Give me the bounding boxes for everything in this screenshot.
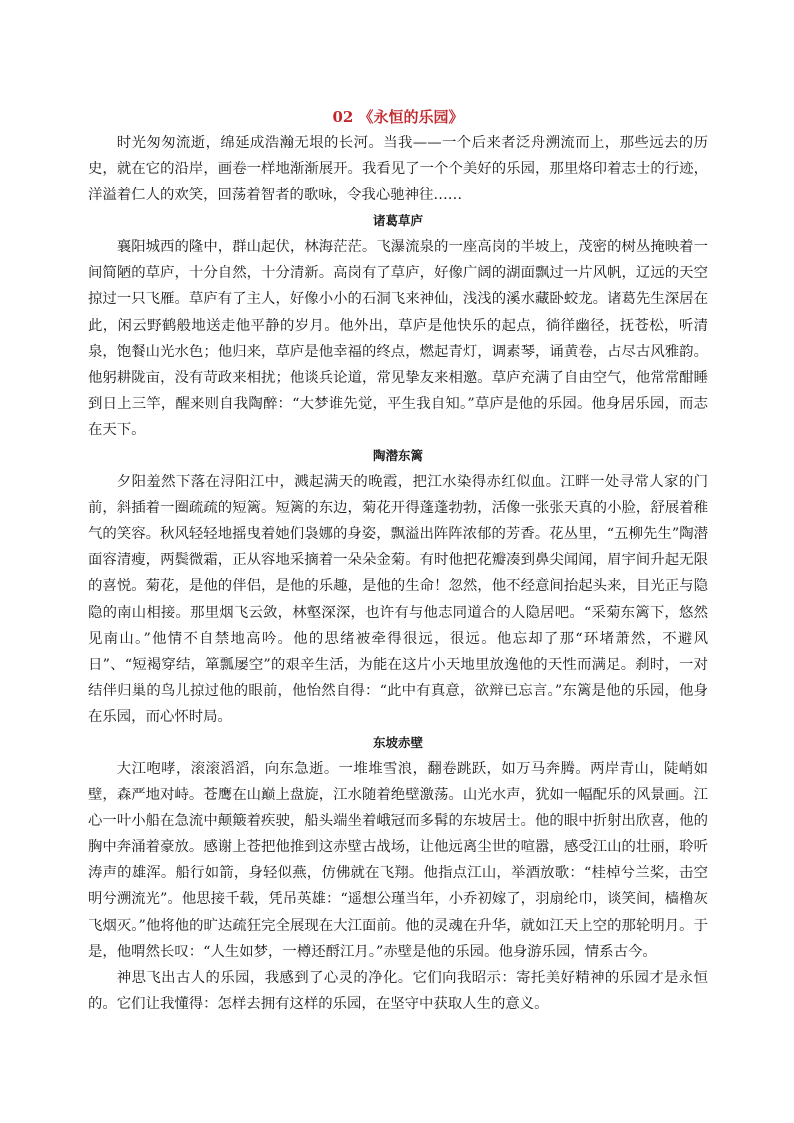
section-heading-zhuge: 诸葛草庐 <box>372 213 423 229</box>
essay-page <box>88 104 708 1017</box>
conclusion-paragraph: 神思飞出古人的乐园，我感到了心灵的净化。它们向我昭示：寄托美好精神的乐园才是永恒的。它们让我懂得：怎样去拥有这样的乐园，在坚守中获取人生的意义。 <box>88 969 708 1012</box>
section-body-taoqian: 夕阳羞然下落在浔阳江中，溅起满天的晚霞，把江水染得赤红似血。江畔一处寻常人家的门前，斜插着一圈疏疏的短篱。短篱的东边，菊花开得蓬蓬勃勃，活像一张张天真的小脸，舒展着稚气的笑容。秋风轻轻地摇曳着她们袅娜的身姿，飘溢出阵阵浓郁的芳香。花丛里，“五柳先生”陶潜面容清瘦，两鬓微霜，正从容地采摘着一朵朵金菊。有时他把花瓣凑到鼻尖闻闻，眉宇间升起无限的喜悦。菊花，是他的伴侣，是他的乐趣，是他的生命！忽然，他不经意间抬起头来，目光正与隐隐的南山相接。那里烟飞云敛，林壑深深，也许有与他志同道合的人隐居吧。“采菊东篱下，悠然见南山。”他情不自禁地高吟。他的思绪被牵得很远，很远。他忘却了那“环堵萧然，不避风日”、“短褐穿结，箪瓢屡空”的艰辛生活，为能在这片小天地里放逸他的天性而满足。刹时，一对结伴归巢的鸟儿掠过他的眼前，他怡然自得：“此中有真意，欲辩已忘言。”东篱是他的乐园，他身在乐园，而心怀时局。 <box>88 474 708 725</box>
essay-title: 02 《永恒的乐园》 <box>332 108 464 126</box>
section-heading-dongpo: 东坡赤壁 <box>372 734 423 750</box>
intro-paragraph: 时光匆匆流逝，绵延成浩瀚无垠的长河。当我——一个后来者泛舟溯流而上，那些远去的历史，就在它的沿岸，画卷一样地渐渐展开。我看见了一个个美好的乐园，那里烙印着志士的行迹，洋溢着仁人的欢笑，回荡着智者的歌咏，令我心驰神往…… <box>88 135 708 204</box>
section-heading-taoqian: 陶潜东篱 <box>372 448 423 464</box>
section-body-dongpo: 大江咆哮，滚滚滔滔，向东急逝。一堆堆雪浪，翻卷跳跃，如万马奔腾。两岸青山，陡峭如壁，森严地对峙。苍鹰在山巅上盘旋，江水随着绝壁激荡。山光水声，犹如一幅配乐的风景画。江心一叶小船在急流中颠簸着疾驶，船头端坐着峨冠而多髯的东坡居士。他的眼中折射出欣喜，他的胸中奔涌着豪放。感谢上苍把他推到这赤壁古战场，让他远离尘世的喧嚣，感受江山的壮丽，聆听涛声的雄浑。船行如箭，身轻似燕，仿佛就在飞翔。他指点江山，举酒放歌：“桂棹兮兰桨，击空明兮溯流光”。他思接千载，凭吊英雄：“遥想公瑾当年，小乔初嫁了，羽扇纶巾，谈笑间，樯橹灰飞烟灭。”他将他的旷达疏狂完全展现在大江面前。他的灵魂在升华，就如江天上空的那轮明月。于是，他喟然长叹：“人生如梦，一樽还酹江月。”赤壁是他的乐园。他身游乐园，情系古今。 <box>88 760 708 960</box>
section-body-zhuge: 襄阳城西的隆中，群山起伏，林海茫茫。飞瀑流泉的一座高岗的半坡上，茂密的树丛掩映着一间简陋的草庐，十分自然，十分清新。高岗有了草庐，好像广阔的湖面飘过一片风帆，辽远的天空掠过一只飞雁。草庐有了主人，好像小小的石洞飞来神仙，浅浅的溪水藏卧蛟龙。诸葛先生深居在此，闲云野鹤般地送走他平静的岁月。他外出，草庐是他快乐的起点，徜徉幽径，抚苍松，听清泉，饱餐山光水色；他归来，草庐是他幸福的终点，燃起青灯，调素琴，诵黄卷，占尽古风雅韵。他躬耕陇亩，没有苛政来相扰；他谈兵论道，常见挚友来相邀。草庐充满了自由空气，他常常酣睡到日上三竿，醒来则自我陶醉：“大梦谁先觉，平生我自知。”草庐是他的乐园。他身居乐园，而志在天下。 <box>88 239 708 438</box>
